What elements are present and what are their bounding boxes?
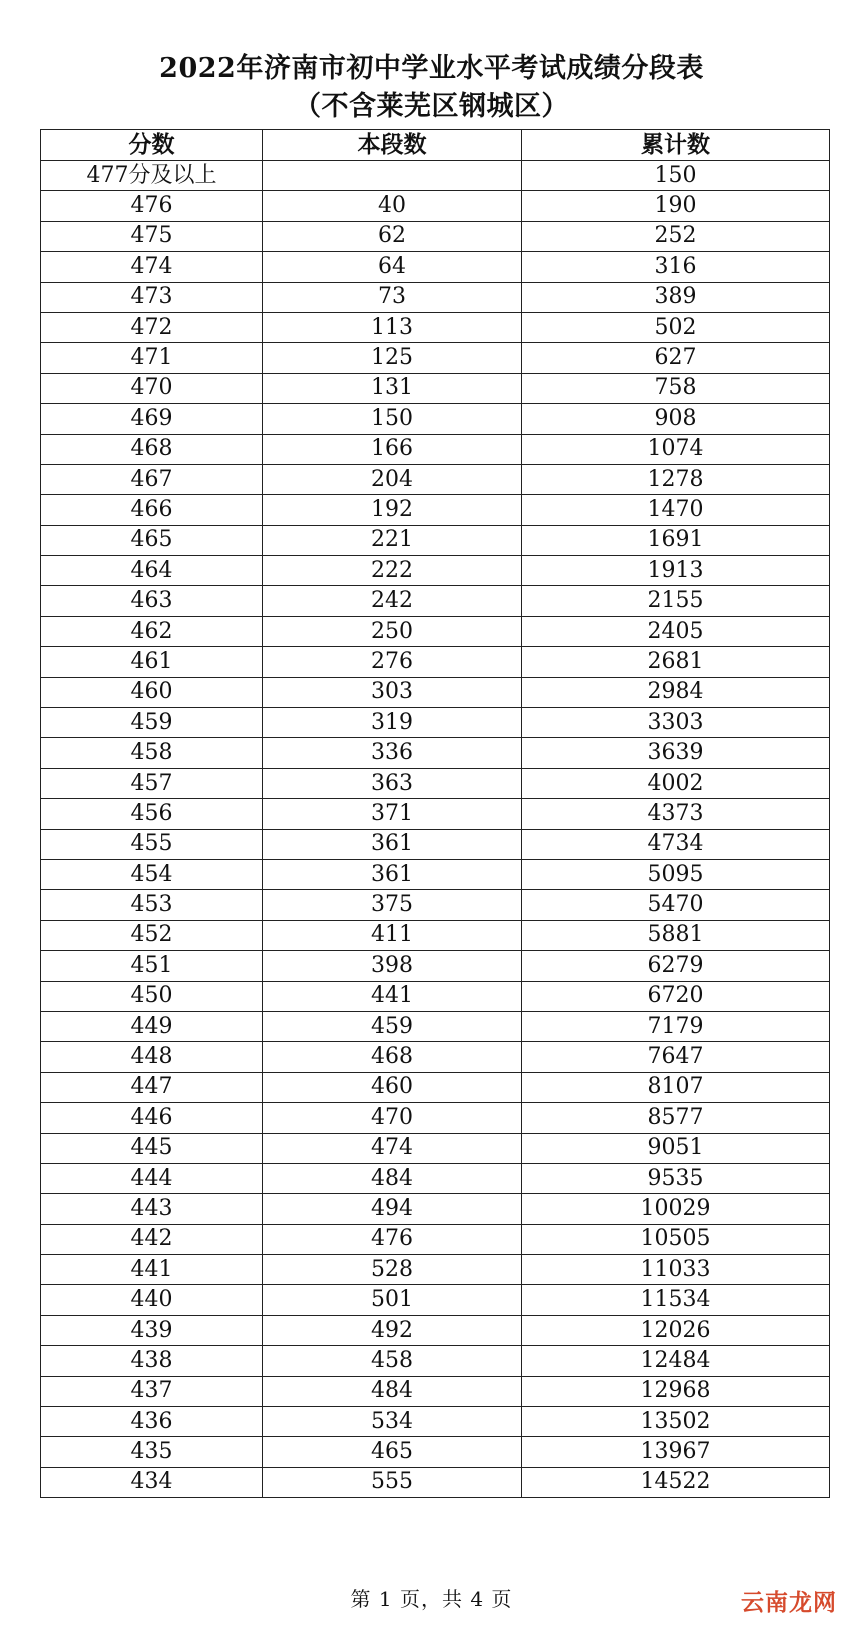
cumulative-count-cell: 1691 — [522, 525, 830, 555]
score-cell: 467 — [41, 464, 263, 494]
score-cell: 442 — [41, 1224, 263, 1254]
cumulative-count-cell: 2984 — [522, 677, 830, 707]
segment-count-cell: 494 — [263, 1194, 522, 1224]
cumulative-count-cell: 11534 — [522, 1285, 830, 1315]
segment-count-cell: 131 — [263, 373, 522, 403]
cumulative-count-cell: 12026 — [522, 1315, 830, 1345]
score-cell: 449 — [41, 1011, 263, 1041]
segment-count-cell: 222 — [263, 556, 522, 586]
column-header-score: 分数 — [41, 130, 263, 161]
segment-count-cell: 166 — [263, 434, 522, 464]
score-cell: 446 — [41, 1103, 263, 1133]
segment-count-cell: 459 — [263, 1011, 522, 1041]
score-cell: 452 — [41, 920, 263, 950]
column-header-segment-count: 本段数 — [263, 130, 522, 161]
score-cell: 472 — [41, 312, 263, 342]
segment-count-cell: 361 — [263, 859, 522, 889]
table-row — [41, 525, 830, 555]
score-cell: 443 — [41, 1194, 263, 1224]
cumulative-count-cell: 11033 — [522, 1255, 830, 1285]
cumulative-count-cell: 6279 — [522, 951, 830, 981]
cumulative-count-cell: 8107 — [522, 1072, 830, 1102]
score-cell: 439 — [41, 1315, 263, 1345]
segment-count-cell: 398 — [263, 951, 522, 981]
score-cell: 444 — [41, 1163, 263, 1193]
score-cell: 453 — [41, 890, 263, 920]
cumulative-count-cell: 252 — [522, 221, 830, 251]
cumulative-count-cell: 190 — [522, 191, 830, 221]
cumulative-count-cell: 627 — [522, 343, 830, 373]
table-row — [41, 586, 830, 616]
cumulative-count-cell: 9535 — [522, 1163, 830, 1193]
watermark-logo: 云南龙网 — [741, 1590, 837, 1616]
segment-count-cell: 371 — [263, 799, 522, 829]
score-distribution-table — [40, 129, 830, 1498]
segment-count-cell: 555 — [263, 1467, 522, 1497]
segment-count-cell: 484 — [263, 1163, 522, 1193]
table-row — [41, 738, 830, 768]
segment-count-cell: 465 — [263, 1437, 522, 1467]
segment-count-cell: 319 — [263, 708, 522, 738]
segment-count-cell: 125 — [263, 343, 522, 373]
cumulative-count-cell: 2405 — [522, 616, 830, 646]
cumulative-count-cell: 758 — [522, 373, 830, 403]
cumulative-count-cell: 1913 — [522, 556, 830, 586]
table-row — [41, 859, 830, 889]
score-cell: 458 — [41, 738, 263, 768]
segment-count-cell: 192 — [263, 495, 522, 525]
segment-count-cell: 40 — [263, 191, 522, 221]
cumulative-count-cell: 13967 — [522, 1437, 830, 1467]
table-row — [41, 951, 830, 981]
table-row — [41, 1103, 830, 1133]
table-row — [41, 1224, 830, 1254]
cumulative-count-cell: 7179 — [522, 1011, 830, 1041]
table-row — [41, 343, 830, 373]
segment-count-cell: 474 — [263, 1133, 522, 1163]
score-cell: 436 — [41, 1407, 263, 1437]
table-row — [41, 768, 830, 798]
segment-count-cell: 363 — [263, 768, 522, 798]
cumulative-count-cell: 10029 — [522, 1194, 830, 1224]
cumulative-count-cell: 389 — [522, 282, 830, 312]
segment-count-cell: 534 — [263, 1407, 522, 1437]
score-cell: 463 — [41, 586, 263, 616]
segment-count-cell: 62 — [263, 221, 522, 251]
score-cell: 445 — [41, 1133, 263, 1163]
cumulative-count-cell: 2681 — [522, 647, 830, 677]
table-header-row — [41, 130, 830, 161]
cumulative-count-cell: 502 — [522, 312, 830, 342]
table-row — [41, 616, 830, 646]
cumulative-count-cell: 908 — [522, 404, 830, 434]
segment-count-cell: 336 — [263, 738, 522, 768]
score-cell: 456 — [41, 799, 263, 829]
page-subtitle: （不含莱芜区钢城区） — [294, 91, 569, 122]
table-row — [41, 191, 830, 221]
segment-count-cell: 460 — [263, 1072, 522, 1102]
score-cell: 473 — [41, 282, 263, 312]
table-row — [41, 161, 830, 191]
segment-count-cell: 250 — [263, 616, 522, 646]
cumulative-count-cell: 1470 — [522, 495, 830, 525]
table-row — [41, 1072, 830, 1102]
cumulative-count-cell: 3639 — [522, 738, 830, 768]
score-cell: 457 — [41, 768, 263, 798]
segment-count-cell: 476 — [263, 1224, 522, 1254]
score-cell: 454 — [41, 859, 263, 889]
table-row — [41, 1163, 830, 1193]
score-cell: 464 — [41, 556, 263, 586]
score-cell: 451 — [41, 951, 263, 981]
table-row — [41, 1042, 830, 1072]
cumulative-count-cell: 14522 — [522, 1467, 830, 1497]
cumulative-count-cell: 13502 — [522, 1407, 830, 1437]
score-cell: 448 — [41, 1042, 263, 1072]
score-cell: 470 — [41, 373, 263, 403]
segment-count-cell: 303 — [263, 677, 522, 707]
score-cell: 438 — [41, 1346, 263, 1376]
table-row — [41, 1315, 830, 1345]
page-footer: 第 1 页，共 4 页 — [350, 1587, 513, 1611]
table-row — [41, 1133, 830, 1163]
score-cell: 474 — [41, 252, 263, 282]
score-cell: 475 — [41, 221, 263, 251]
table-row — [41, 556, 830, 586]
segment-count-cell: 501 — [263, 1285, 522, 1315]
table-row — [41, 464, 830, 494]
table-row — [41, 282, 830, 312]
cumulative-count-cell: 150 — [522, 161, 830, 191]
cumulative-count-cell: 2155 — [522, 586, 830, 616]
score-cell: 440 — [41, 1285, 263, 1315]
table-row — [41, 1346, 830, 1376]
segment-count-cell: 375 — [263, 890, 522, 920]
segment-count-cell: 64 — [263, 252, 522, 282]
cumulative-count-cell: 12484 — [522, 1346, 830, 1376]
segment-count-cell: 492 — [263, 1315, 522, 1345]
table-row — [41, 677, 830, 707]
score-cell: 437 — [41, 1376, 263, 1406]
table-row — [41, 1467, 830, 1497]
score-cell: 447 — [41, 1072, 263, 1102]
table-row — [41, 647, 830, 677]
cumulative-count-cell: 4373 — [522, 799, 830, 829]
cumulative-count-cell: 5095 — [522, 859, 830, 889]
cumulative-count-cell: 4734 — [522, 829, 830, 859]
score-cell: 435 — [41, 1437, 263, 1467]
table-row — [41, 708, 830, 738]
table-row — [41, 373, 830, 403]
segment-count-cell: 73 — [263, 282, 522, 312]
cumulative-count-cell: 5881 — [522, 920, 830, 950]
segment-count-cell: 468 — [263, 1042, 522, 1072]
cumulative-count-cell: 4002 — [522, 768, 830, 798]
table-row — [41, 495, 830, 525]
segment-count-cell: 458 — [263, 1346, 522, 1376]
segment-count-cell: 361 — [263, 829, 522, 859]
cumulative-count-cell: 12968 — [522, 1376, 830, 1406]
table-row — [41, 981, 830, 1011]
table-row — [41, 1407, 830, 1437]
score-cell: 471 — [41, 343, 263, 373]
table-row — [41, 434, 830, 464]
score-cell: 450 — [41, 981, 263, 1011]
segment-count-cell: 411 — [263, 920, 522, 950]
cumulative-count-cell: 6720 — [522, 981, 830, 1011]
table-row — [41, 1255, 830, 1285]
cumulative-count-cell: 1074 — [522, 434, 830, 464]
score-cell: 468 — [41, 434, 263, 464]
table-row — [41, 920, 830, 950]
table-row — [41, 1194, 830, 1224]
score-cell: 461 — [41, 647, 263, 677]
segment-count-cell: 221 — [263, 525, 522, 555]
table-row — [41, 312, 830, 342]
table-row — [41, 829, 830, 859]
table-row — [41, 1437, 830, 1467]
segment-count-cell — [263, 161, 522, 191]
segment-count-cell: 242 — [263, 586, 522, 616]
cumulative-count-cell: 3303 — [522, 708, 830, 738]
cumulative-count-cell: 316 — [522, 252, 830, 282]
score-cell: 462 — [41, 616, 263, 646]
table-row — [41, 404, 830, 434]
segment-count-cell: 484 — [263, 1376, 522, 1406]
score-cell: 477分及以上 — [41, 161, 263, 191]
segment-count-cell: 113 — [263, 312, 522, 342]
table-body — [41, 161, 830, 1498]
page-title: 2022年济南市初中学业水平考试成绩分段表 — [159, 53, 704, 84]
score-cell: 469 — [41, 404, 263, 434]
segment-count-cell: 441 — [263, 981, 522, 1011]
cumulative-count-cell: 7647 — [522, 1042, 830, 1072]
segment-count-cell: 204 — [263, 464, 522, 494]
cumulative-count-cell: 1278 — [522, 464, 830, 494]
table-row — [41, 252, 830, 282]
table-row — [41, 1011, 830, 1041]
score-cell: 459 — [41, 708, 263, 738]
score-cell: 460 — [41, 677, 263, 707]
score-cell: 465 — [41, 525, 263, 555]
score-cell: 455 — [41, 829, 263, 859]
table-row — [41, 890, 830, 920]
segment-count-cell: 150 — [263, 404, 522, 434]
segment-count-cell: 470 — [263, 1103, 522, 1133]
score-cell: 466 — [41, 495, 263, 525]
cumulative-count-cell: 9051 — [522, 1133, 830, 1163]
segment-count-cell: 528 — [263, 1255, 522, 1285]
score-cell: 476 — [41, 191, 263, 221]
table-row — [41, 1376, 830, 1406]
column-header-cumulative-count: 累计数 — [522, 130, 830, 161]
cumulative-count-cell: 5470 — [522, 890, 830, 920]
segment-count-cell: 276 — [263, 647, 522, 677]
cumulative-count-cell: 10505 — [522, 1224, 830, 1254]
table-row — [41, 799, 830, 829]
table-row — [41, 1285, 830, 1315]
score-cell: 434 — [41, 1467, 263, 1497]
score-cell: 441 — [41, 1255, 263, 1285]
table-row — [41, 221, 830, 251]
cumulative-count-cell: 8577 — [522, 1103, 830, 1133]
